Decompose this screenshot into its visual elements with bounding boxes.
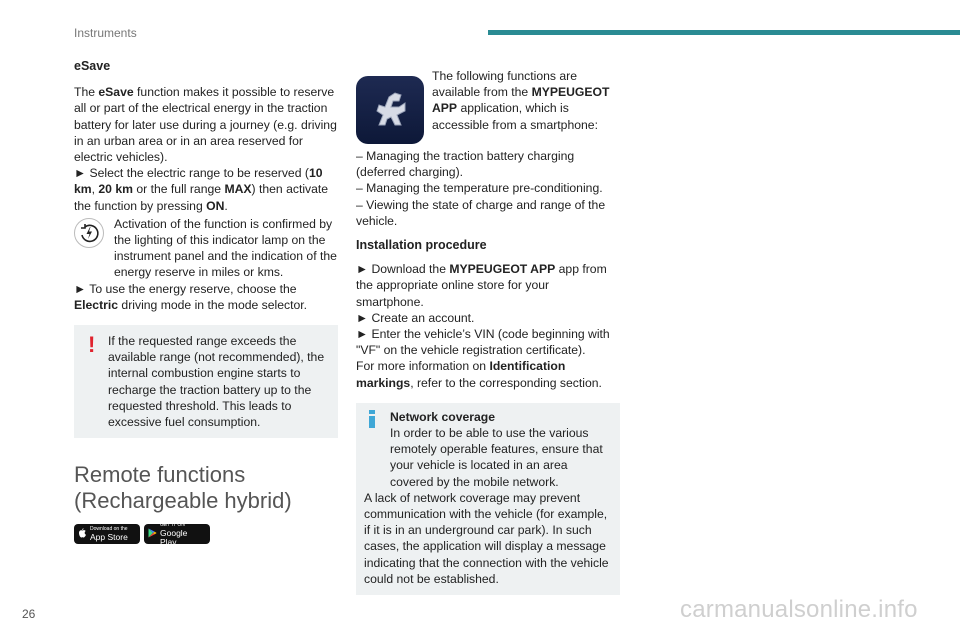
warning-box (74, 325, 338, 438)
left-column (74, 58, 338, 547)
header-accent-bar (488, 30, 960, 35)
esave-heading: eSave (74, 59, 111, 73)
esave-step-mode: ► To use the energy reserve, choose the Electric driving mode in the mode selector. (74, 281, 308, 312)
info-icon (369, 410, 375, 426)
app-store-badge[interactable] (74, 524, 140, 544)
app-intro (356, 68, 620, 140)
more-info-text: For more information on Identification markings, refer to the corresponding section. (356, 359, 602, 390)
indicator-lamp-text: Activation of the function is confirmed by the lighting of this indicator lamp on the instrument panel and the indication of the energy reserve in miles or kms. (114, 216, 337, 280)
page-number: 26 (22, 607, 36, 621)
info-title: Network coverage (390, 409, 495, 424)
header-title: Instruments (74, 26, 137, 40)
warning-text: If the requested range exceeds the available range (not recommended), the internal combustion engine starts to recharge the traction battery up to the requested threshold. This leads to excessive fuel consumption. (108, 334, 325, 430)
install-step-vin: ► Enter the vehicle’s VIN (code beginning with "VF" on the vehicle registration certificate). (356, 327, 610, 358)
indicator-lamp-row (74, 216, 338, 281)
installation-heading: Installation procedure (356, 238, 487, 253)
list-item: – Viewing the state of charge and range of the vehicle. (356, 197, 606, 228)
warning-icon: ! (88, 332, 96, 358)
store-badges (74, 521, 338, 547)
list-item: – Managing the traction battery charging (deferred charging). (356, 149, 575, 180)
google-play-icon (148, 528, 157, 541)
esave-step-select: ► Select the electric range to be reserved (10 km, 20 km or the full range MAX) then activate the function by pressing ON. (74, 166, 329, 213)
install-step-download: ► Download the MYPEUGEOT APP app from the appropriate online store for your smartphone. (356, 262, 607, 309)
watermark: carmanualsonline.info (680, 596, 918, 623)
app-store-label: App Store (90, 532, 128, 543)
google-play-label: Google Play (160, 527, 188, 547)
section-title: Remote functions (Rechargeable hybrid) (74, 462, 292, 514)
info-box (356, 403, 620, 595)
esave-lamp-icon (74, 218, 104, 248)
list-item: – Managing the temperature pre-conditioning. (356, 181, 603, 196)
esave-description: The eSave function makes it possible to reserve all or part of the electrical energy in the traction battery for later use during a journey (e.g. driving in an urban area or in an area reserved for electric vehicles). (74, 85, 337, 165)
google-play-badge[interactable] (144, 521, 210, 547)
google-play-small-label: GET IT ON (160, 521, 185, 528)
apple-icon (78, 528, 87, 541)
mypeugeot-app-icon (356, 76, 424, 144)
install-step-account: ► Create an account. (356, 310, 475, 325)
app-intro-text: The following functions are available from the MYPEUGEOT APP application, which is accessible from a smartphone: (432, 69, 610, 132)
info-text-1: In order to be able to use the various remotely operable features, ensure that your vehicle is located in an area covered by the mobile network. (390, 426, 603, 489)
right-column (356, 68, 620, 595)
info-text-2: A lack of network coverage may prevent communication with the vehicle (for example, if it is in an underground car park). In such cases, the application will display a message indicating that the connection with the vehicle could not be established. (364, 490, 609, 586)
app-store-small-label: Download on the (90, 526, 128, 533)
